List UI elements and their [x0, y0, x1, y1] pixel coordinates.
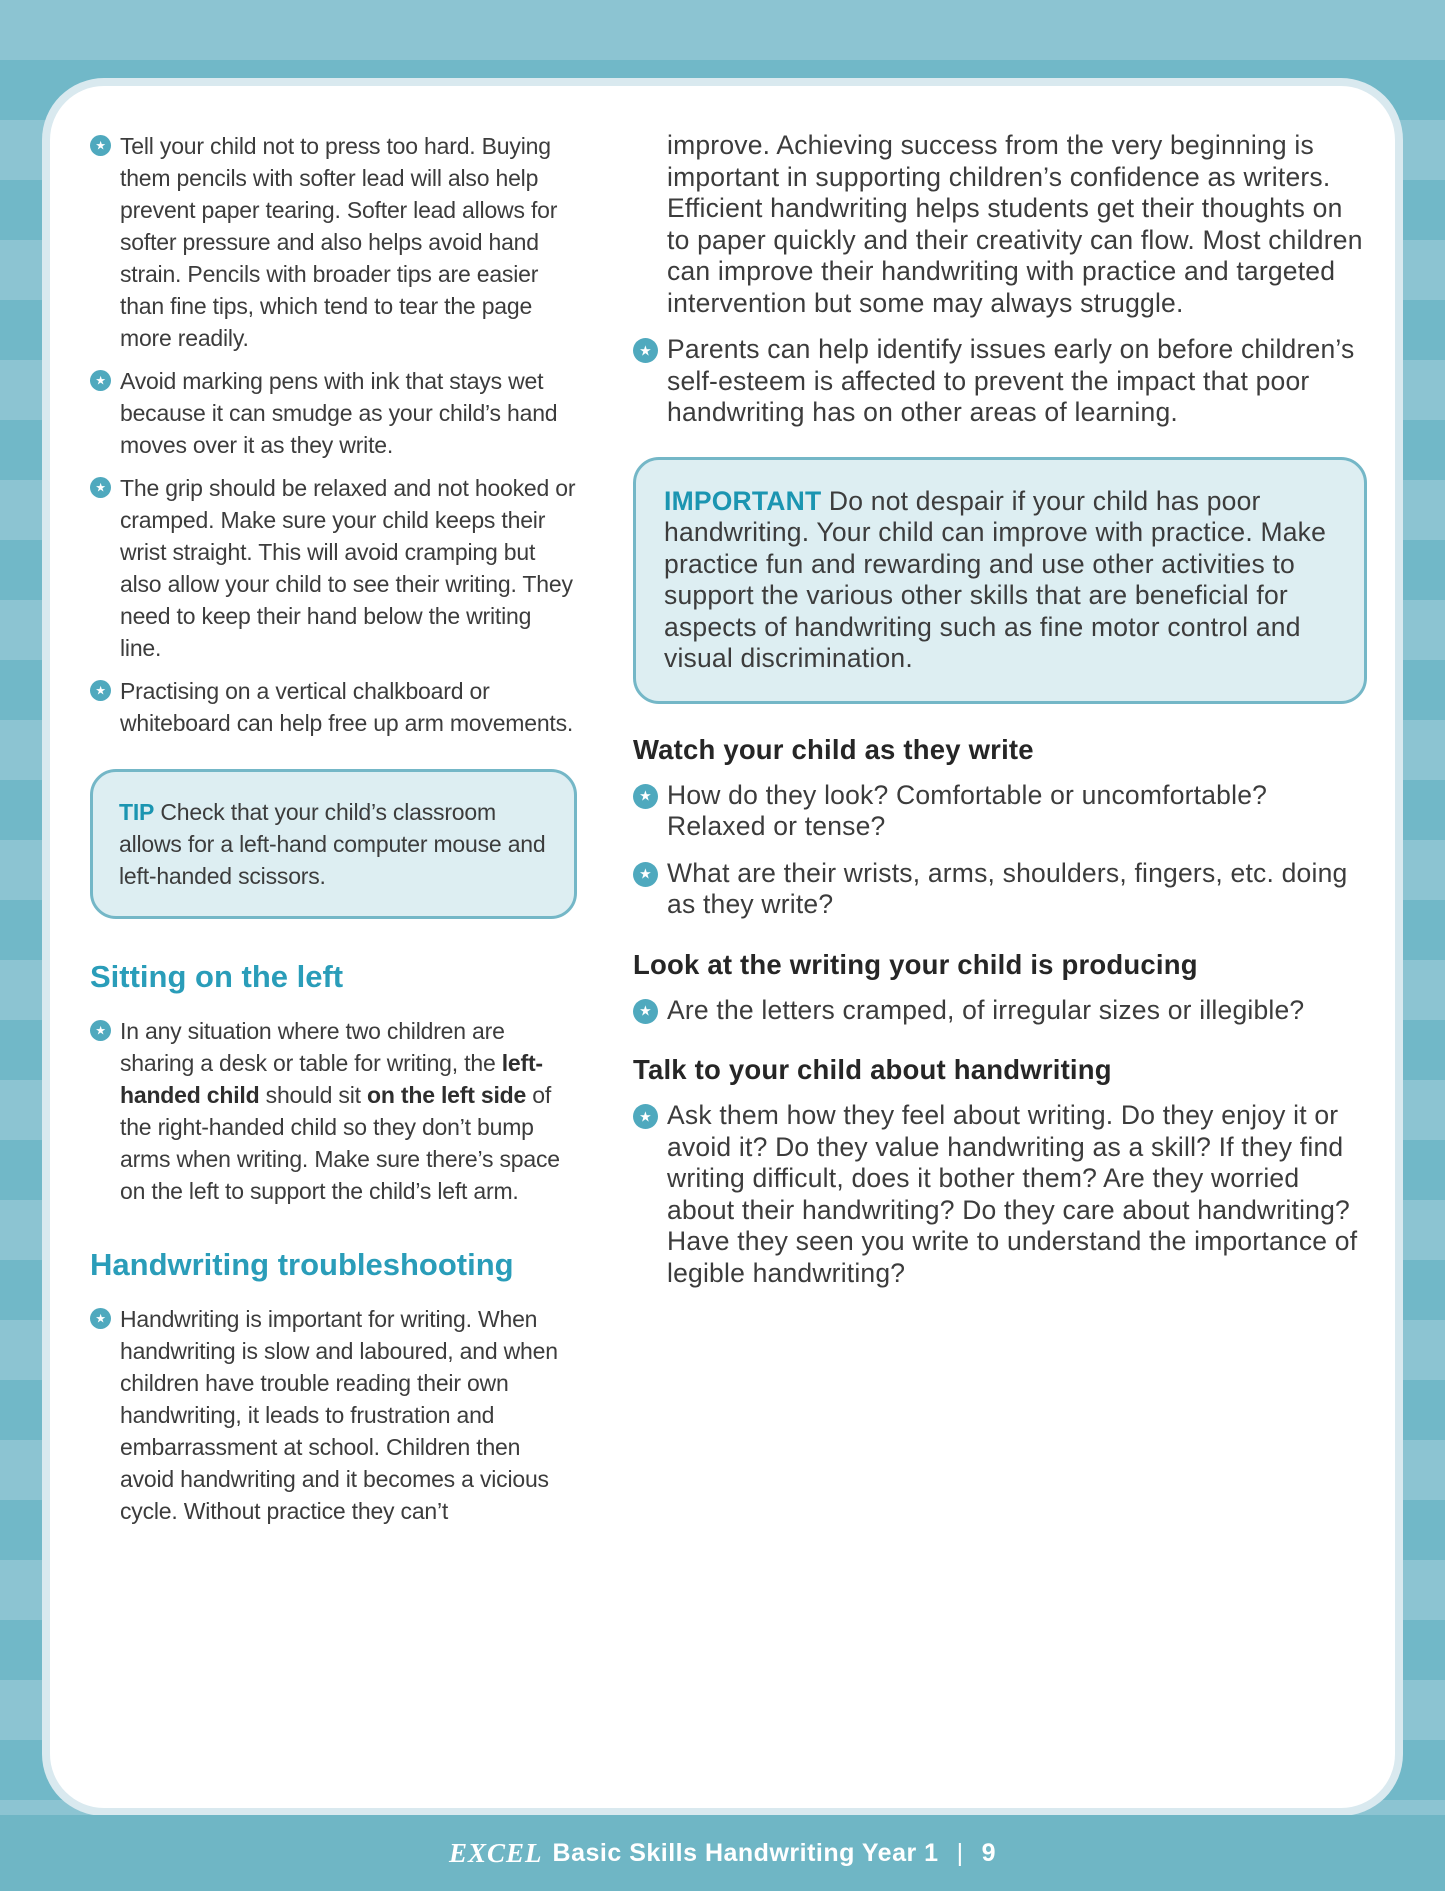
important-text: Do not despair if your child has poor handwriting. Your child can improve with practice. Make practice fun and rewarding and use other activities to support the various other skills that are beneficial for aspects of handwriting such as fine motor control and visual discrimination. — [664, 485, 1327, 673]
star-glyph: ★ — [95, 1023, 106, 1037]
bullet-item — [90, 472, 577, 664]
bullet-item — [90, 365, 577, 461]
tip-paragraph — [119, 796, 548, 892]
star-bullet-icon — [90, 370, 111, 391]
star-bullet-icon — [633, 784, 658, 809]
watch-bullet-list — [633, 780, 1367, 921]
bullet-text: How do they look? Comfortable or uncomfortable? Relaxed or tense? — [667, 779, 1268, 841]
subheading-look-at-the-writing: Look at the writing your child is producing — [633, 948, 1198, 980]
footer-separator: | — [956, 1838, 964, 1867]
bullet-item — [90, 1015, 577, 1207]
continued-paragraph: improve. Achieving success from the very beginning is important in supporting children’s confidence as writers. Efficient handwriting helps students get their thoughts on to paper quickly and their creativity can flow. Most children can improve their handwriting with practice and targeted intervention but some may always struggle. — [667, 130, 1363, 318]
subheading-talk-to-your-child: Talk to your child about handwriting — [633, 1054, 1112, 1085]
star-bullet-icon — [633, 1104, 658, 1129]
star-glyph: ★ — [95, 1311, 106, 1325]
left-column — [90, 130, 577, 1768]
footer-page-number: 9 — [981, 1838, 996, 1867]
tip-box — [90, 769, 577, 919]
star-glyph: ★ — [95, 373, 106, 387]
star-bullet-icon — [90, 680, 111, 701]
bullet-item — [90, 1303, 577, 1527]
look-bullet-list — [633, 995, 1367, 1027]
star-glyph: ★ — [639, 1108, 652, 1124]
star-glyph: ★ — [95, 480, 106, 494]
star-glyph: ★ — [639, 787, 652, 804]
bold-phrase: on the left side — [367, 1082, 527, 1108]
bullet-text: Ask them how they feel about writing. Do they enjoy it or avoid it? Do they value handwriting as a skill? If they find writing difficult, does it bother them? Are they worried about their handwriting? Do they care about handwriting? Have they seen you write to understand the importance of legible handwriting? — [667, 1100, 1358, 1288]
star-bullet-icon — [90, 1020, 111, 1041]
right-column — [633, 130, 1367, 1768]
star-glyph: ★ — [639, 1002, 652, 1019]
important-box — [633, 457, 1367, 704]
talk-bullet-list — [633, 1100, 1367, 1289]
page-footer — [0, 1815, 1445, 1891]
bullet-item — [633, 858, 1367, 921]
section-heading-handwriting-troubleshooting: Handwriting troubleshooting — [90, 1247, 514, 1282]
bullet-text: Practising on a vertical chalkboard or whiteboard can help free up arm movements. — [120, 678, 574, 736]
bullet-text: Tell your child not to press too hard. Buying them pencils with softer lead will also help prevent paper tearing. Softer lead allows for softer pressure and also helps avoid hand strain. Pencils with broader tips are easier than fine tips, which tend to tear the page more readily. — [120, 133, 558, 351]
pencil-tips-bullet-list — [90, 130, 577, 739]
important-label: IMPORTANT — [664, 485, 822, 516]
bullet-item — [90, 130, 577, 354]
bullet-text: Parents can help identify issues early on before children’s self-esteem is affected to prevent the impact that poor handwriting has on other areas of learning. — [667, 334, 1355, 427]
subheading-watch-your-child: Watch your child as they write — [633, 733, 1034, 765]
star-bullet-icon — [90, 477, 111, 498]
star-bullet-icon — [633, 862, 658, 887]
important-paragraph — [664, 486, 1336, 675]
star-bullet-icon — [90, 135, 111, 156]
star-glyph: ★ — [639, 865, 652, 882]
bullet-text: Handwriting is important for writing. When handwriting is slow and laboured, and when children have trouble reading their own handwriting, it leads to frustration and embarrassment at school. Children then avoid handwriting and it becomes a vicious cycle. Without practice they can’t — [120, 1306, 558, 1524]
bullet-text: What are their wrists, arms, shoulders, fingers, etc. doing as they write? — [667, 857, 1348, 919]
footer-brand: EXCEL — [449, 1837, 543, 1868]
star-bullet-icon — [633, 999, 658, 1024]
tip-text: Check that your child’s classroom allows for a left-hand computer mouse and left-handed scissors. — [119, 799, 546, 889]
bullet-item — [633, 1100, 1367, 1289]
bullet-item — [633, 334, 1367, 429]
parents-bullet-list — [633, 334, 1367, 429]
tip-label: TIP — [119, 799, 155, 825]
content-card — [50, 86, 1395, 1808]
bullet-item — [90, 675, 577, 739]
star-glyph: ★ — [639, 342, 652, 358]
bullet-text: In any situation where two children are sharing a desk or table for writing, the left-handed child should sit on the left side of the right-handed child so they don’t bump arms when writing. Make sure there’s space on the left to support the child’s left arm. — [120, 1018, 560, 1204]
bullet-item — [633, 780, 1367, 843]
bold-phrase: left-handed child — [120, 1050, 543, 1108]
troubleshooting-bullet-list — [90, 1303, 577, 1527]
star-bullet-icon — [90, 1308, 111, 1329]
sitting-bullet-list — [90, 1015, 577, 1207]
footer-title: Basic Skills Handwriting Year 1 — [552, 1838, 939, 1867]
star-glyph: ★ — [95, 138, 106, 152]
bullet-text: Avoid marking pens with ink that stays wet because it can smudge as your child’s hand moves over it as they write. — [120, 368, 558, 458]
bullet-text: Are the letters cramped, of irregular sizes or illegible? — [667, 994, 1305, 1025]
star-glyph: ★ — [95, 683, 106, 697]
bullet-item — [633, 995, 1367, 1027]
bullet-text: The grip should be relaxed and not hooked or cramped. Make sure your child keeps their wrist straight. This will avoid cramping but also allow your child to see their writing. They need to keep their hand below the writing line. — [120, 475, 576, 661]
star-bullet-icon — [633, 338, 658, 363]
section-heading-sitting-on-the-left: Sitting on the left — [90, 959, 344, 994]
